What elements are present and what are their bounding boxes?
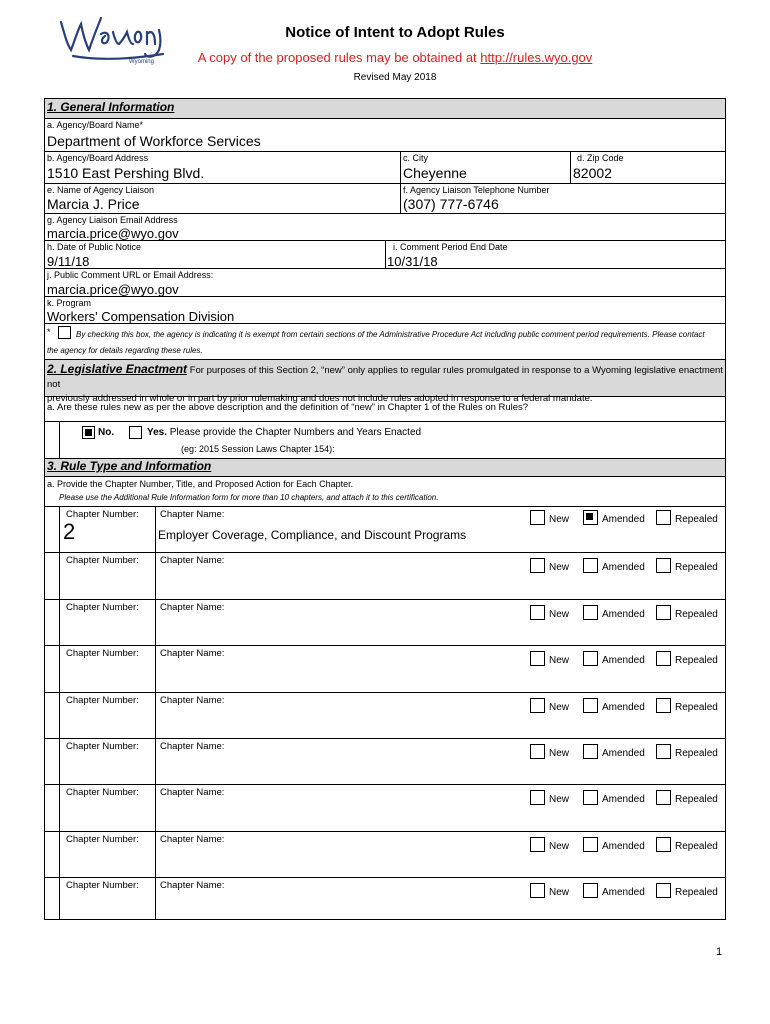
chapter-name-field[interactable] (158, 614, 508, 640)
address-row (45, 152, 725, 184)
chapter-number-label: Chapter Number: (66, 648, 139, 659)
rules-link[interactable]: http://rules.wyo.gov (480, 50, 593, 65)
new-checkbox[interactable] (530, 883, 545, 898)
amended-label: Amended (602, 514, 645, 525)
repealed-label: Repealed (675, 887, 718, 898)
yes-example: (eg: 2015 Session Laws Chapter 154): (181, 444, 335, 454)
new-label: New (549, 887, 570, 898)
zip-label: d. Zip Code (577, 153, 624, 163)
amended-checkbox[interactable] (583, 558, 598, 573)
email-row (45, 214, 725, 241)
email-field[interactable]: marcia.price@wyo.gov (47, 226, 179, 241)
chapter-number-label: Chapter Number: (66, 555, 139, 566)
chapter-name-label: Chapter Name: (160, 602, 225, 613)
chapter-name-field[interactable] (158, 892, 508, 918)
chapter-number-label: Chapter Number: (66, 695, 139, 706)
chapter-name-label: Chapter Name: (160, 509, 225, 520)
repealed-label: Repealed (675, 514, 718, 525)
chapter-name-label: Chapter Name: (160, 834, 225, 845)
exempt-checkbox[interactable] (58, 326, 71, 339)
new-rules-question-row (45, 397, 725, 422)
page-subtitle (0, 50, 770, 65)
chapter-name-field[interactable] (158, 660, 508, 686)
repealed-label: Repealed (675, 609, 718, 620)
chapter-number-field[interactable]: 2 (63, 519, 76, 544)
exempt-asterisk: * (47, 327, 51, 337)
chapter-number-field[interactable] (63, 892, 151, 918)
chapter-name-label: Chapter Name: (160, 787, 225, 798)
amended-label: Amended (602, 562, 645, 573)
chapter-number-label: Chapter Number: (66, 741, 139, 752)
logo-text: Wyoming (129, 59, 154, 65)
chapter-row (45, 785, 725, 832)
repealed-label: Repealed (675, 841, 718, 852)
amended-checkbox[interactable] (583, 698, 598, 713)
chapter-name-field[interactable] (158, 846, 508, 872)
chapter-name-label: Chapter Name: (160, 648, 225, 659)
chapter-row (45, 646, 725, 693)
liaison-field[interactable]: Marcia J. Price (47, 196, 140, 212)
new-checkbox[interactable] (530, 605, 545, 620)
notice-date-field[interactable]: 9/11/18 (47, 254, 90, 269)
amended-label: Amended (602, 655, 645, 666)
yes-text: Please provide the Chapter Numbers and Years Enacted (167, 427, 422, 438)
zip-field[interactable]: 82002 (573, 165, 612, 181)
repealed-checkbox[interactable] (656, 558, 671, 573)
comment-end-label: i. Comment Period End Date (393, 242, 508, 252)
agency-label: a. Agency/Board Name* (47, 120, 144, 130)
new-checkbox[interactable] (530, 744, 545, 759)
amended-checkbox[interactable] (583, 744, 598, 759)
comment-url-row (45, 269, 725, 297)
repealed-label: Repealed (675, 748, 718, 759)
comment-url-label: j. Public Comment URL or Email Address: (47, 270, 214, 280)
repealed-checkbox[interactable] (656, 883, 671, 898)
section-3-title: 3. Rule Type and Information (47, 459, 212, 473)
chapter-number-field[interactable] (63, 846, 151, 872)
program-row (45, 297, 725, 324)
chapter-number-label: Chapter Number: (66, 787, 139, 798)
revision-date: Revised May 2018 (353, 72, 437, 83)
section-1-title: 1. General Information (47, 100, 175, 114)
subtitle-text: A copy of the proposed rules may be obtained at (197, 50, 481, 65)
phone-label: f. Agency Liaison Telephone Number (403, 185, 550, 195)
amended-label: Amended (602, 609, 645, 620)
chapter-number-label: Chapter Number: (66, 602, 139, 613)
repealed-label: Repealed (675, 794, 718, 805)
chapter-name-label: Chapter Name: (160, 695, 225, 706)
new-checkbox[interactable] (530, 651, 545, 666)
amended-checkbox[interactable] (583, 883, 598, 898)
liaison-label: e. Name of Agency Liaison (47, 185, 155, 195)
chapter-name-label: Chapter Name: (160, 741, 225, 752)
rule-note: Please use the Additional Rule Information form for more than 10 chapters, and attach it to this certification. (59, 493, 439, 502)
page-title: Notice of Intent to Adopt Rules (285, 24, 505, 41)
yes-checkbox[interactable] (129, 426, 142, 439)
agency-row (45, 119, 725, 152)
exempt-row (45, 324, 725, 360)
chapter-name-label: Chapter Name: (160, 555, 225, 566)
comment-url-field[interactable]: marcia.price@wyo.gov (47, 282, 179, 297)
repealed-checkbox[interactable] (656, 510, 671, 525)
chapter-name-field[interactable] (158, 799, 508, 825)
new-checkbox[interactable] (530, 790, 545, 805)
no-label: No. (98, 427, 115, 438)
yes-label-group (147, 427, 421, 438)
chapter-row (45, 507, 725, 553)
rule-instruction-row (45, 477, 725, 507)
chapter-number-field[interactable] (63, 660, 151, 686)
chapter-number-field[interactable] (63, 799, 151, 825)
section-3-header (45, 459, 725, 477)
repealed-label: Repealed (675, 655, 718, 666)
repealed-checkbox[interactable] (656, 744, 671, 759)
new-checkbox[interactable] (530, 558, 545, 573)
chapter-name-field[interactable] (158, 753, 508, 779)
chapter-row (45, 553, 725, 600)
section-2-title: 2. Legislative Enactment (47, 362, 188, 376)
chapter-number-field[interactable] (63, 567, 151, 593)
city-label: c. City (403, 153, 429, 163)
new-label: New (549, 841, 570, 852)
chapter-number-label: Chapter Number: (66, 509, 139, 520)
exempt-text-2: the agency for details regarding these rules. (47, 346, 203, 355)
exempt-text-1: By checking this box, the agency is indicating it is exempt from certain sections of the Administrative Procedure Act including public comment period requirements. Please contact (76, 330, 705, 339)
chapter-number-label: Chapter Number: (66, 834, 139, 845)
new-label: New (549, 514, 570, 525)
new-label: New (549, 655, 570, 666)
amended-label: Amended (602, 748, 645, 759)
address-label: b. Agency/Board Address (47, 153, 149, 163)
amended-label: Amended (602, 794, 645, 805)
repealed-checkbox[interactable] (656, 651, 671, 666)
city-field[interactable]: Cheyenne (403, 165, 467, 181)
new-label: New (549, 562, 570, 573)
chapter-row (45, 739, 725, 785)
chapter-name-label: Chapter Name: (160, 880, 225, 891)
chapter-name-field[interactable] (158, 707, 508, 733)
chapter-number-field[interactable] (63, 707, 151, 733)
yes-label: Yes. (147, 427, 168, 438)
liaison-row (45, 184, 725, 214)
section-2-header (45, 360, 725, 404)
amended-checkbox[interactable] (583, 790, 598, 805)
chapter-row (45, 878, 725, 919)
rule-instruction: a. Provide the Chapter Number, Title, and Proposed Action for Each Chapter. (47, 479, 354, 489)
program-label: k. Program (47, 298, 92, 308)
email-label: g. Agency Liaison Email Address (47, 215, 178, 225)
new-checkbox[interactable] (530, 510, 545, 525)
repealed-checkbox[interactable] (656, 605, 671, 620)
new-rules-answer-row (45, 422, 725, 459)
section-1-header (45, 99, 725, 119)
notice-date-label: h. Date of Public Notice (47, 242, 142, 252)
phone-field[interactable]: (307) 777-6746 (403, 196, 499, 212)
repealed-checkbox[interactable] (656, 790, 671, 805)
new-checkbox[interactable] (530, 698, 545, 713)
new-checkbox[interactable] (530, 837, 545, 852)
new-label: New (549, 609, 570, 620)
new-rules-question: a. Are these rules new as per the above description and the definition of “new” in Chapter 1 of the Rules on Rules? (47, 402, 529, 413)
notice-form (44, 98, 726, 920)
repealed-checkbox[interactable] (656, 698, 671, 713)
chapter-row (45, 600, 725, 646)
amended-label: Amended (602, 841, 645, 852)
page-number: 1 (716, 946, 723, 958)
section-2-desc-1: For purposes of this Section 2, “new” only applies to regular rules promulgated in response to a Wyoming legislative enactment not (47, 365, 723, 390)
new-label: New (549, 702, 570, 713)
comment-end-field[interactable]: 10/31/18 (387, 254, 438, 269)
amended-checkbox[interactable] (583, 510, 598, 525)
no-checkbox[interactable] (82, 426, 95, 439)
repealed-label: Repealed (675, 702, 718, 713)
chapter-number-field[interactable] (63, 614, 151, 640)
new-label: New (549, 794, 570, 805)
chapter-number-label: Chapter Number: (66, 880, 139, 891)
address-field[interactable]: 1510 East Pershing Blvd. (47, 165, 205, 181)
new-label: New (549, 748, 570, 759)
chapter-row (45, 832, 725, 878)
amended-checkbox[interactable] (583, 605, 598, 620)
repealed-checkbox[interactable] (656, 837, 671, 852)
chapter-name-field[interactable] (158, 567, 508, 593)
amended-checkbox[interactable] (583, 837, 598, 852)
amended-label: Amended (602, 887, 645, 898)
chapter-number-field[interactable] (63, 753, 151, 779)
chapter-name-field[interactable]: Employer Coverage, Compliance, and Discount Programs (158, 528, 467, 542)
section-2-desc-2: previously addressed in whole or in part by prior rulemaking and does not include rules adopted in response to a federal mandate. (47, 393, 593, 404)
amended-label: Amended (602, 702, 645, 713)
dates-row (45, 241, 725, 269)
chapter-row (45, 693, 725, 739)
program-field[interactable]: Workers' Compensation Division (47, 309, 235, 324)
agency-field[interactable]: Department of Workforce Services (47, 133, 261, 149)
repealed-label: Repealed (675, 562, 718, 573)
amended-checkbox[interactable] (583, 651, 598, 666)
